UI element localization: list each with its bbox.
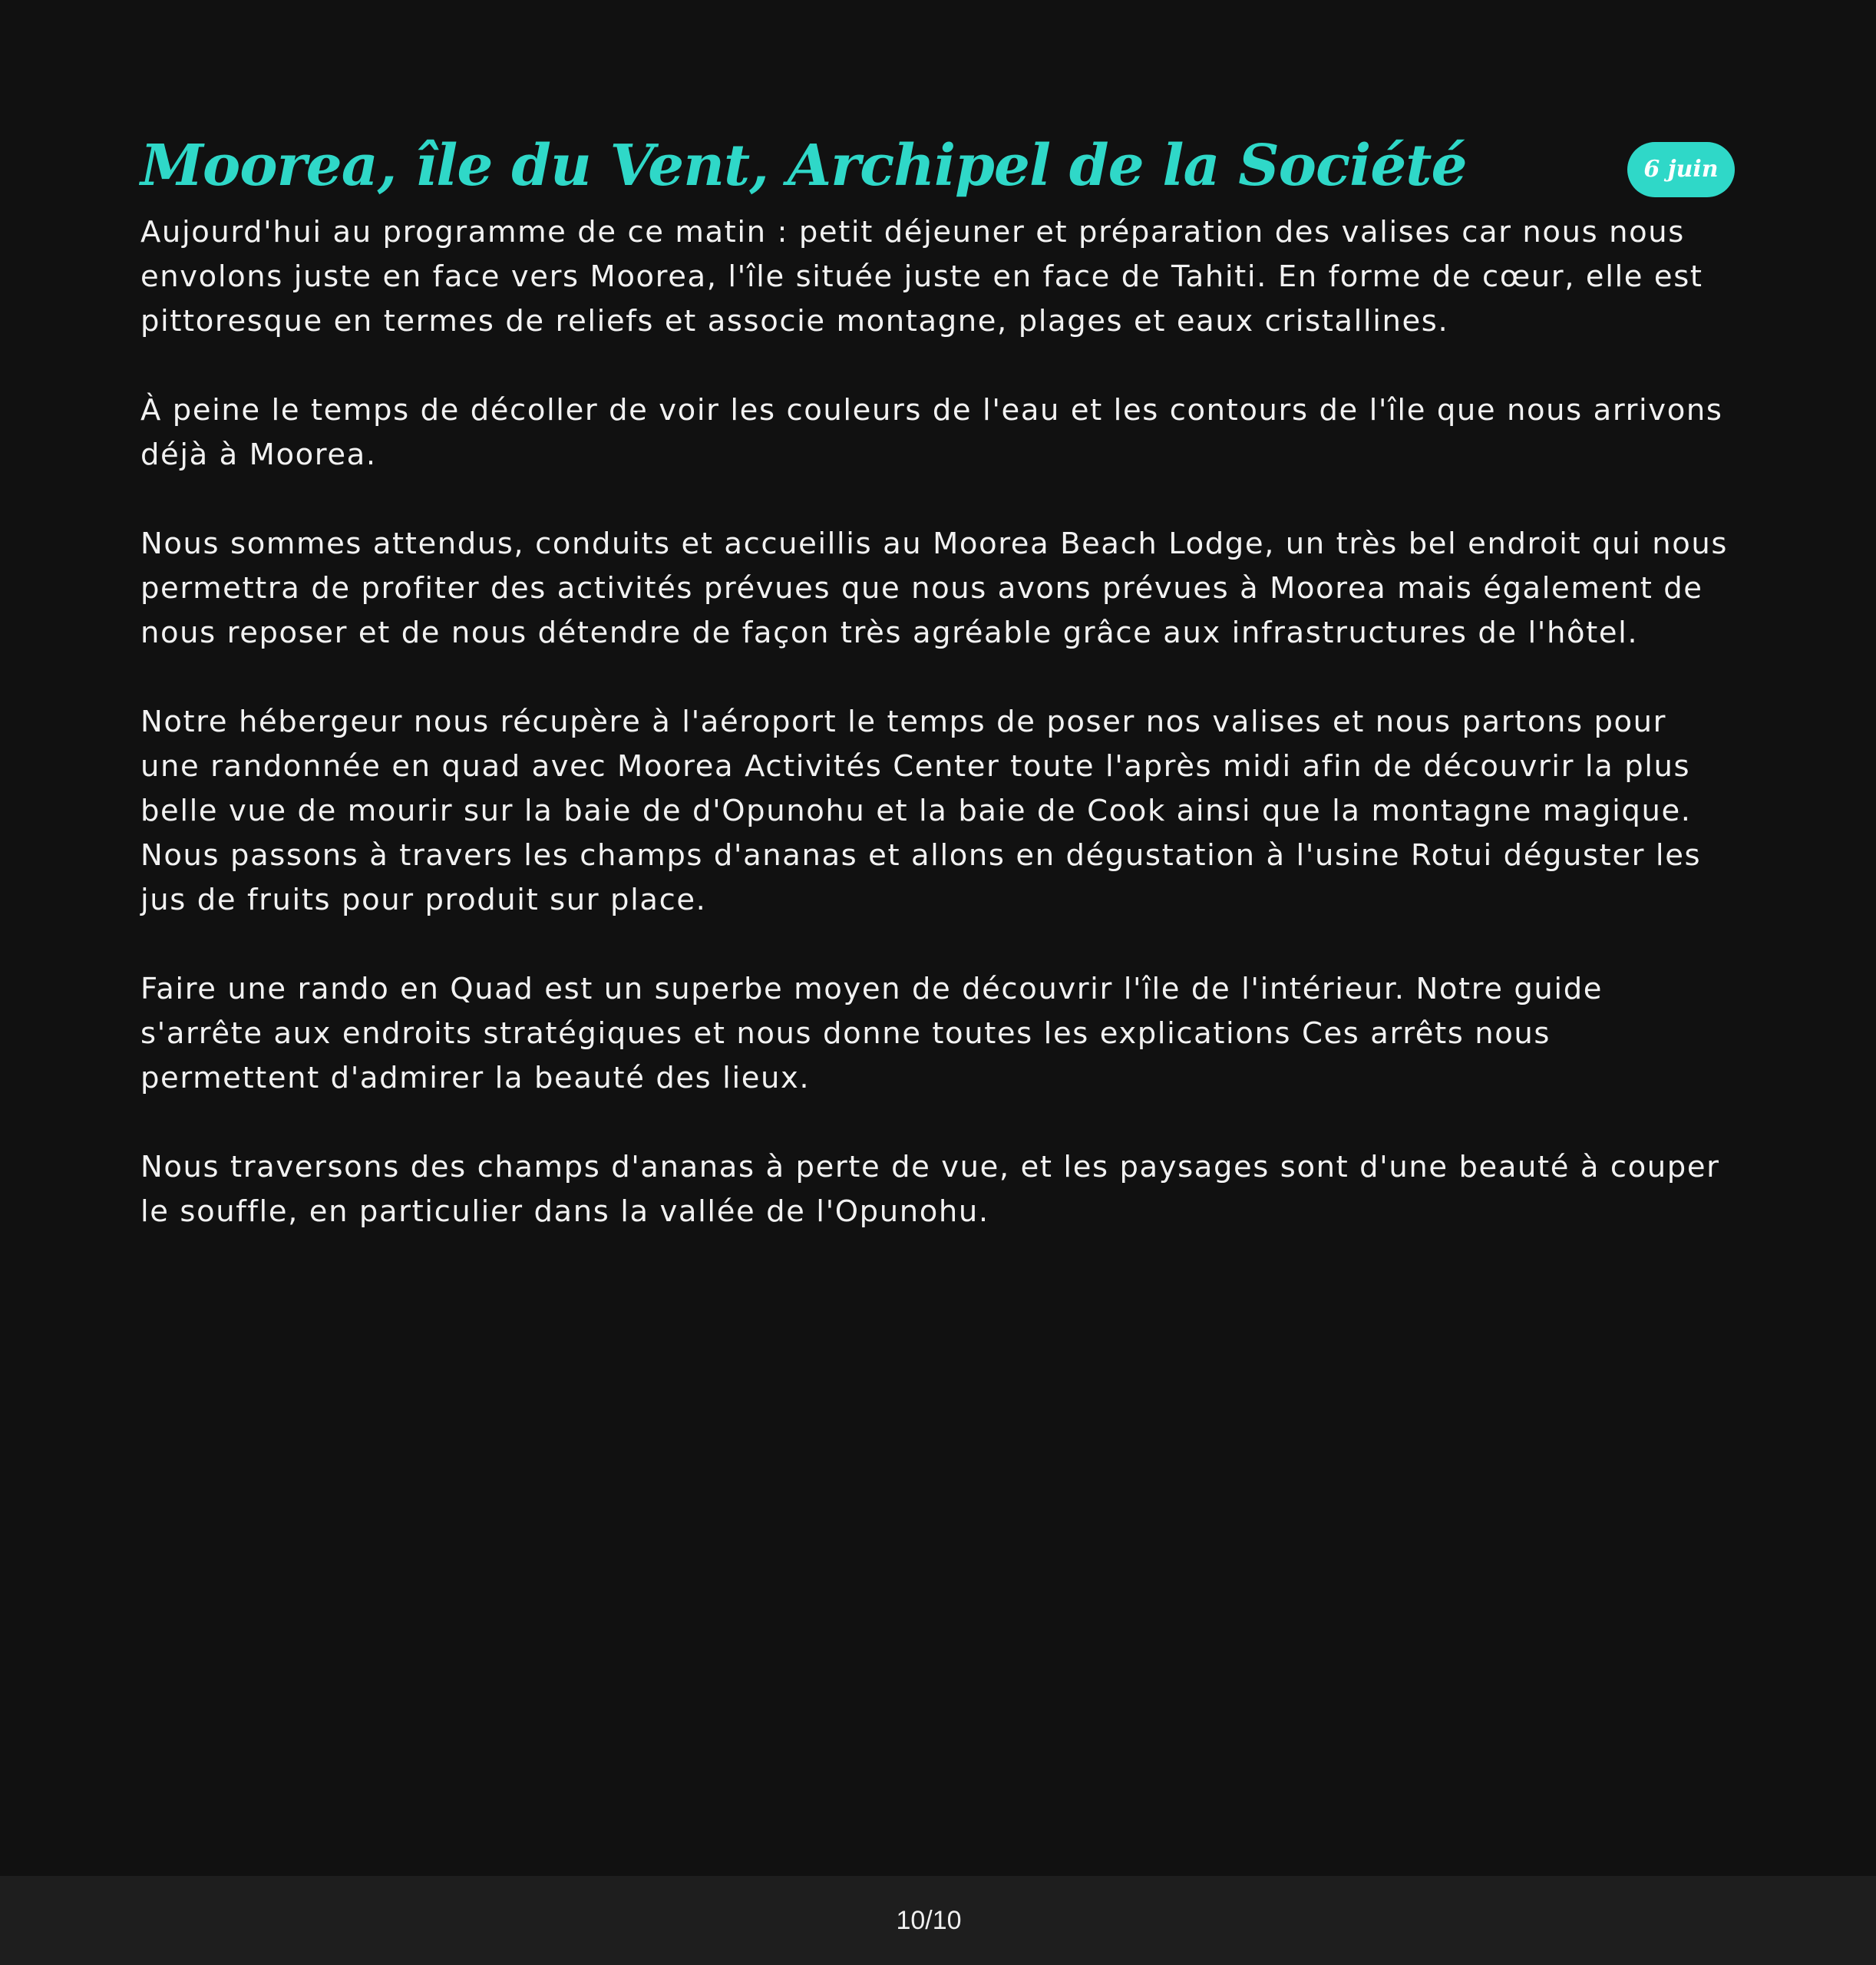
paragraph: Aujourd'hui au programme de ce matin : petit déjeuner et préparation des valises car nous nous envolons juste en face vers Moorea, l'île située juste en face de Tahiti. En forme de cœur, elle est pittoresque en termes de reliefs et associe montagne, plages et eaux cristallines. — [140, 215, 1703, 339]
article-header — [140, 123, 1735, 209]
date-badge: 6 juin — [1627, 142, 1735, 197]
page-indicator: 10/10 — [896, 1905, 962, 1935]
paragraph: À peine le temps de décoller de voir les couleurs de l'eau et les contours de l'île que nous arrivons déjà à Moorea. — [140, 393, 1723, 472]
article — [140, 123, 1735, 1279]
article-title: Moorea, île du Vent, Archipel de la Société — [140, 133, 1467, 199]
paragraph: Faire une rando en Quad est un superbe moyen de découvrir l'île de l'intérieur. Notre guide s'arrête aux endroits stratégiques et nous donne toutes les explications Ces arrêts nous permettent d'admirer la beauté des lieux. — [140, 972, 1604, 1095]
paragraph: Notre hébergeur nous récupère à l'aéroport le temps de poser nos valises et nous partons pour une randonnée en quad avec Moorea Activités Center toute l'après midi afin de découvrir la plus belle vue de mourir sur la baie de d'Opunohu et la baie de Cook ainsi que la montagne magique. Nous passons à travers les champs d'ananas et allons en dégustation à l'usine Rotui déguster les jus de fruits pour produit sur place. — [140, 705, 1702, 917]
article-body — [140, 210, 1735, 1234]
paragraph: Nous sommes attendus, conduits et accueillis au Moorea Beach Lodge, un très bel endroit qui nous permettra de profiter des activités prévues que nous avons prévues à Moorea mais également de nous reposer et de nous détendre de façon très agréable grâce aux infrastructures de l'hôtel. — [140, 527, 1729, 650]
paragraph: Nous traversons des champs d'ananas à perte de vue, et les paysages sont d'une beauté à couper le souffle, en particulier dans la vallée de l'Opunohu. — [140, 1150, 1720, 1229]
footer-bar — [0, 1876, 1876, 1965]
